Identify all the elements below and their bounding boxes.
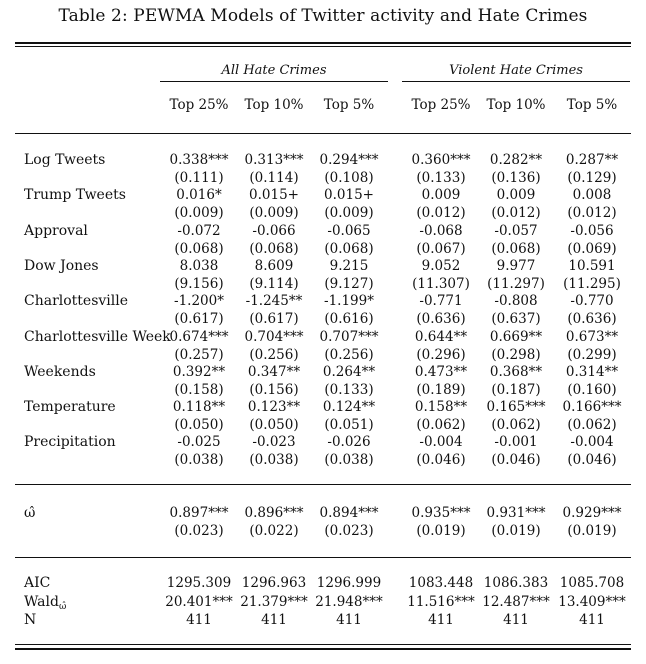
std-error-cell: (0.256) bbox=[324, 346, 374, 363]
estimate-cell: 0.707*** bbox=[319, 328, 379, 345]
std-error-cell: (11.297) bbox=[487, 275, 545, 292]
std-error-cell: (0.160) bbox=[567, 381, 617, 398]
estimate-cell: 0.392** bbox=[172, 363, 226, 380]
omega-std-error-cell: (0.023) bbox=[174, 523, 224, 539]
omega-std-error-cell: (0.019) bbox=[416, 523, 466, 539]
estimate-cell: 8.609 bbox=[254, 257, 294, 274]
std-error-cell: (0.068) bbox=[491, 240, 541, 257]
std-error-cell: (0.038) bbox=[324, 452, 374, 469]
std-error-cell: (0.062) bbox=[491, 417, 541, 434]
estimate-cell: -1.245** bbox=[245, 293, 303, 310]
omega-std-error-cell: (0.019) bbox=[567, 523, 617, 539]
estimate-cell: 0.368** bbox=[489, 363, 543, 380]
stat-cell: 1296.999 bbox=[316, 575, 382, 591]
std-error-cell: (0.257) bbox=[174, 346, 224, 363]
estimate-cell: 9.977 bbox=[496, 257, 536, 274]
estimate-cell: -1.200* bbox=[174, 293, 224, 310]
std-error-cell: (0.617) bbox=[249, 311, 299, 328]
estimate-cell: 0.166*** bbox=[562, 399, 622, 416]
stat-cell: 20.401*** bbox=[165, 594, 233, 610]
estimate-cell: 0.015+ bbox=[324, 187, 374, 204]
estimate-cell: -0.066 bbox=[252, 222, 296, 239]
estimate-cell: 9.215 bbox=[329, 257, 369, 274]
bottom-rule-1 bbox=[15, 644, 631, 645]
std-error-cell: (0.067) bbox=[416, 240, 466, 257]
stat-cell: 11.516*** bbox=[407, 594, 475, 610]
stat-label-text: AIC bbox=[24, 575, 51, 591]
row-label: Charlottesville Week bbox=[24, 328, 171, 345]
estimate-cell: 0.313*** bbox=[244, 152, 304, 168]
estimate-cell: 0.669** bbox=[489, 328, 543, 345]
estimate-cell: -0.001 bbox=[494, 434, 538, 451]
std-error-cell: (0.009) bbox=[324, 205, 374, 222]
std-error-cell: (0.158) bbox=[174, 381, 224, 398]
stat-cell: 411 bbox=[336, 612, 362, 628]
std-error-cell: (0.062) bbox=[416, 417, 466, 434]
omega-estimate-cell: 0.896*** bbox=[244, 505, 304, 521]
estimate-cell: 0.264** bbox=[322, 363, 376, 380]
estimate-cell: 9.052 bbox=[421, 257, 461, 274]
stat-label-text: Wald bbox=[24, 594, 59, 610]
std-error-cell: (0.009) bbox=[249, 205, 299, 222]
column-header: Top 5% bbox=[323, 97, 375, 113]
std-error-cell: (0.111) bbox=[174, 170, 224, 186]
estimate-cell: -1.199* bbox=[324, 293, 374, 310]
estimate-cell: 0.016* bbox=[176, 187, 222, 204]
std-error-cell: (0.012) bbox=[491, 205, 541, 222]
estimate-cell: -0.057 bbox=[494, 222, 538, 239]
std-error-cell: (0.051) bbox=[324, 417, 374, 434]
column-header: Top 25% bbox=[411, 97, 471, 113]
estimate-cell: -0.770 bbox=[570, 293, 614, 310]
estimate-cell: -0.068 bbox=[419, 222, 463, 239]
std-error-cell: (0.038) bbox=[174, 452, 224, 469]
estimate-cell: 0.644** bbox=[414, 328, 468, 345]
std-error-cell: (0.637) bbox=[491, 311, 541, 328]
stat-cell: 411 bbox=[186, 612, 212, 628]
top-rule-1 bbox=[15, 42, 631, 44]
estimate-cell: 0.338*** bbox=[169, 152, 229, 168]
header-bottom-rule bbox=[15, 133, 631, 134]
stat-cell: 12.487*** bbox=[482, 594, 550, 610]
std-error-cell: (0.069) bbox=[567, 240, 617, 257]
std-error-cell: (11.307) bbox=[412, 275, 470, 292]
estimate-cell: 0.674*** bbox=[169, 328, 229, 345]
std-error-cell: (0.133) bbox=[324, 381, 374, 398]
stat-cell: 1296.963 bbox=[241, 575, 307, 591]
estimate-cell: -0.808 bbox=[494, 293, 538, 310]
group-rule-all-hate-crimes bbox=[160, 81, 388, 82]
estimate-cell: -0.004 bbox=[570, 434, 614, 451]
stat-label bbox=[24, 594, 66, 610]
omega-label: ω̂ bbox=[24, 505, 36, 521]
stat-label bbox=[24, 575, 50, 591]
std-error-cell: (9.156) bbox=[174, 275, 224, 292]
group-label-all-hate-crimes: All Hate Crimes bbox=[221, 63, 327, 78]
bottom-rule-2 bbox=[15, 648, 631, 650]
estimate-cell: -0.026 bbox=[327, 434, 371, 451]
estimate-cell: 8.038 bbox=[179, 257, 219, 274]
std-error-cell: (0.046) bbox=[567, 452, 617, 469]
std-error-cell: (0.046) bbox=[491, 452, 541, 469]
stat-cell: 1085.708 bbox=[559, 575, 625, 591]
estimate-cell: 0.158** bbox=[414, 399, 468, 416]
std-error-cell: (9.127) bbox=[324, 275, 374, 292]
stat-label-text: N bbox=[24, 612, 37, 628]
column-header: Top 10% bbox=[244, 97, 304, 113]
omega-std-error-cell: (0.023) bbox=[324, 523, 374, 539]
row-label: Weekends bbox=[24, 363, 96, 380]
column-header: Top 10% bbox=[486, 97, 546, 113]
std-error-cell: (0.012) bbox=[416, 205, 466, 222]
omega-estimate-cell: 0.894*** bbox=[319, 505, 379, 521]
std-error-cell: (0.156) bbox=[249, 381, 299, 398]
std-error-cell: (0.012) bbox=[567, 205, 617, 222]
estimate-cell: -0.004 bbox=[419, 434, 463, 451]
std-error-cell: (0.189) bbox=[416, 381, 466, 398]
estimate-cell: -0.025 bbox=[177, 434, 221, 451]
std-error-cell: (0.636) bbox=[567, 311, 617, 328]
omega-estimate-cell: 0.931*** bbox=[486, 505, 546, 521]
std-error-cell: (0.129) bbox=[567, 170, 617, 186]
std-error-cell: (0.046) bbox=[416, 452, 466, 469]
row-label: Trump Tweets bbox=[24, 187, 126, 204]
row-label: Temperature bbox=[24, 399, 116, 416]
omega-std-error-cell: (0.019) bbox=[491, 523, 541, 539]
estimate-cell: 0.704*** bbox=[244, 328, 304, 345]
estimate-cell: 0.314** bbox=[565, 363, 619, 380]
std-error-cell: (0.068) bbox=[324, 240, 374, 257]
table-caption: Table 2: PEWMA Models of Twitter activity and Hate Crimes bbox=[58, 6, 588, 26]
std-error-cell: (0.256) bbox=[249, 346, 299, 363]
row-label: Approval bbox=[24, 222, 88, 239]
estimate-cell: 0.673** bbox=[565, 328, 619, 345]
estimate-cell: 0.009 bbox=[496, 187, 536, 204]
omega-std-error-cell: (0.022) bbox=[249, 523, 299, 539]
std-error-cell: (0.108) bbox=[324, 170, 374, 186]
stat-label-subscript: ω̂ bbox=[58, 602, 67, 612]
std-error-cell: (0.616) bbox=[324, 311, 374, 328]
estimate-cell: -0.023 bbox=[252, 434, 296, 451]
estimate-cell: 0.123** bbox=[247, 399, 301, 416]
estimate-cell: -0.056 bbox=[570, 222, 614, 239]
stat-cell: 411 bbox=[428, 612, 454, 628]
stats-top-rule bbox=[15, 557, 631, 558]
stat-cell: 411 bbox=[261, 612, 287, 628]
std-error-cell: (0.050) bbox=[249, 417, 299, 434]
std-error-cell: (0.136) bbox=[491, 170, 541, 186]
column-header: Top 5% bbox=[566, 97, 618, 113]
std-error-cell: (0.062) bbox=[567, 417, 617, 434]
std-error-cell: (0.296) bbox=[416, 346, 466, 363]
std-error-cell: (0.298) bbox=[491, 346, 541, 363]
row-label: Charlottesville bbox=[24, 293, 129, 310]
estimate-cell: 0.008 bbox=[572, 187, 612, 204]
estimate-cell: 0.118** bbox=[172, 399, 226, 416]
estimate-cell: 0.294*** bbox=[319, 152, 379, 168]
stat-cell: 411 bbox=[503, 612, 529, 628]
stat-label bbox=[24, 612, 36, 628]
stat-cell: 13.409*** bbox=[558, 594, 626, 610]
std-error-cell: (0.114) bbox=[249, 170, 299, 186]
std-error-cell: (0.617) bbox=[174, 311, 224, 328]
stat-cell: 1083.448 bbox=[408, 575, 474, 591]
std-error-cell: (0.050) bbox=[174, 417, 224, 434]
group-rule-violent-hate-crimes bbox=[402, 81, 630, 82]
stat-cell: 411 bbox=[579, 612, 605, 628]
column-header: Top 25% bbox=[169, 97, 229, 113]
omega-estimate-cell: 0.929*** bbox=[562, 505, 622, 521]
estimate-cell: 0.165*** bbox=[486, 399, 546, 416]
omega-estimate-cell: 0.935*** bbox=[411, 505, 471, 521]
stat-cell: 1086.383 bbox=[483, 575, 549, 591]
stat-cell: 1295.309 bbox=[166, 575, 232, 591]
estimate-cell: 0.124** bbox=[322, 399, 376, 416]
estimate-cell: 0.347** bbox=[247, 363, 301, 380]
row-label: Precipitation bbox=[24, 434, 116, 451]
group-label-violent-hate-crimes: Violent Hate Crimes bbox=[449, 63, 583, 78]
std-error-cell: (0.636) bbox=[416, 311, 466, 328]
estimate-cell: 0.473** bbox=[414, 363, 468, 380]
std-error-cell: (0.133) bbox=[416, 170, 466, 186]
estimate-cell: 0.009 bbox=[421, 187, 461, 204]
std-error-cell: (0.187) bbox=[491, 381, 541, 398]
top-rule-2 bbox=[15, 46, 631, 47]
omega-top-rule bbox=[15, 484, 631, 485]
estimate-cell: -0.072 bbox=[177, 222, 221, 239]
estimate-cell: 0.015+ bbox=[249, 187, 299, 204]
estimate-cell: -0.771 bbox=[419, 293, 463, 310]
estimate-cell: 10.591 bbox=[568, 257, 616, 274]
row-label: Dow Jones bbox=[24, 257, 99, 274]
std-error-cell: (9.114) bbox=[249, 275, 299, 292]
estimate-cell: 0.282** bbox=[489, 152, 543, 168]
std-error-cell: (0.009) bbox=[174, 205, 224, 222]
std-error-cell: (0.299) bbox=[567, 346, 617, 363]
estimate-cell: 0.360*** bbox=[411, 152, 471, 168]
std-error-cell: (0.068) bbox=[249, 240, 299, 257]
stat-cell: 21.379*** bbox=[240, 594, 308, 610]
omega-estimate-cell: 0.897*** bbox=[169, 505, 229, 521]
row-label: Log Tweets bbox=[24, 152, 106, 168]
std-error-cell: (11.295) bbox=[563, 275, 621, 292]
estimate-cell: 0.287** bbox=[565, 152, 619, 168]
std-error-cell: (0.068) bbox=[174, 240, 224, 257]
std-error-cell: (0.038) bbox=[249, 452, 299, 469]
stat-cell: 21.948*** bbox=[315, 594, 383, 610]
estimate-cell: -0.065 bbox=[327, 222, 371, 239]
